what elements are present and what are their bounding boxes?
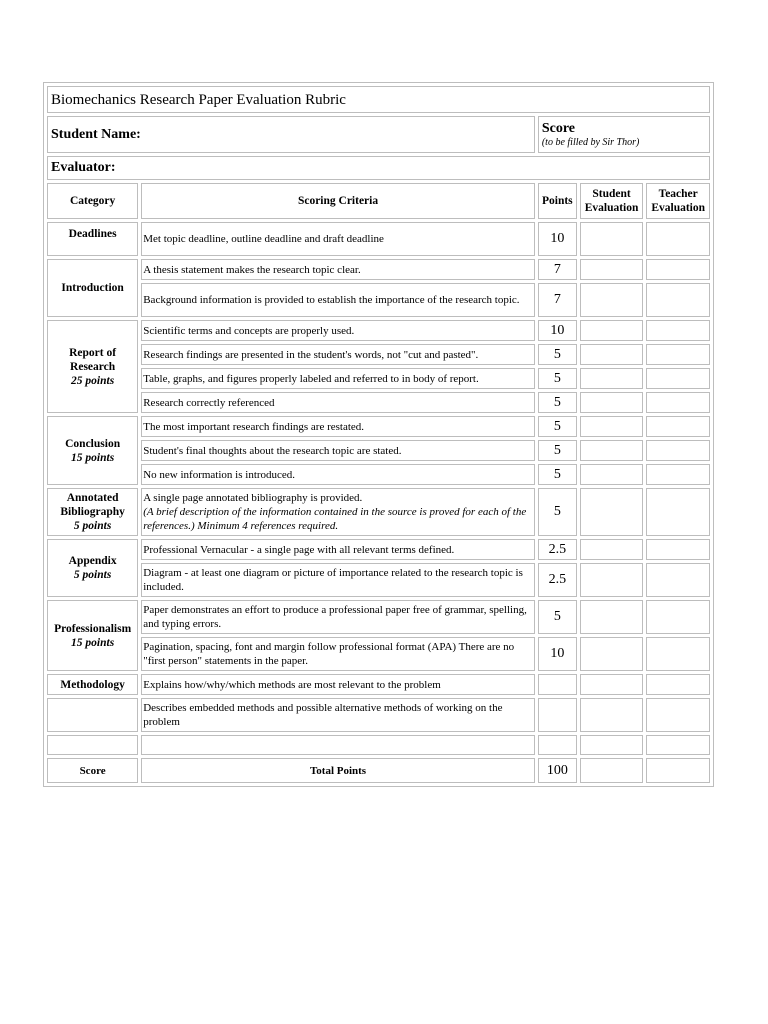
student-evaluation-cell[interactable] bbox=[580, 600, 644, 634]
points-cell: 5 bbox=[538, 464, 577, 485]
category-cell bbox=[47, 488, 138, 536]
header-criteria: Scoring Criteria bbox=[141, 183, 535, 219]
points-cell: 10 bbox=[538, 637, 577, 671]
teacher-evaluation-cell[interactable] bbox=[646, 283, 710, 317]
student-evaluation-cell[interactable] bbox=[580, 674, 644, 695]
points-cell: 10 bbox=[538, 222, 577, 256]
category-name: Annotated Bibliography bbox=[60, 492, 125, 518]
points-cell: 2.5 bbox=[538, 563, 577, 597]
score-label: Score bbox=[541, 120, 576, 136]
points-cell: 7 bbox=[538, 259, 577, 280]
category-cell bbox=[47, 539, 138, 597]
teacher-evaluation-cell[interactable] bbox=[646, 563, 710, 597]
criteria-text: Background information is provided to establish the importance of the research topic. bbox=[143, 294, 520, 306]
criteria-row bbox=[47, 539, 710, 560]
category-points: 5 points bbox=[73, 520, 112, 532]
student-evaluation-cell[interactable] bbox=[580, 416, 644, 437]
criteria-row bbox=[47, 259, 710, 280]
criteria-text: Diagram - at least one diagram or picture of importance related to the research topic is included. bbox=[143, 567, 523, 593]
header-category: Category bbox=[47, 183, 138, 219]
points-cell: 5 bbox=[538, 488, 577, 536]
criteria-cell bbox=[141, 368, 535, 389]
criteria-text: Student's final thoughts about the research topic are stated. bbox=[143, 444, 402, 457]
score-note: (to be filled by Sir Thor) bbox=[541, 136, 640, 148]
criteria-row bbox=[47, 368, 710, 389]
criteria-cell bbox=[141, 283, 535, 317]
points-cell: 5 bbox=[538, 368, 577, 389]
student-evaluation-cell[interactable] bbox=[580, 440, 644, 461]
criteria-row bbox=[47, 344, 710, 365]
criteria-text: Met topic deadline, outline deadline and draft deadline bbox=[143, 233, 384, 245]
criteria-note: (A brief description of the information contained in the source is proved for each of the references.) Minimum 4 references required. bbox=[143, 506, 527, 532]
header-points: Points bbox=[538, 183, 577, 219]
criteria-text: Table, graphs, and figures properly labeled and referred to in body of report. bbox=[143, 372, 479, 385]
category-cell bbox=[47, 698, 138, 732]
criteria-cell bbox=[141, 637, 535, 671]
rubric-title: Biomechanics Research Paper Evaluation Rubric bbox=[47, 86, 710, 113]
teacher-evaluation-cell[interactable] bbox=[646, 464, 710, 485]
teacher-evaluation-cell[interactable] bbox=[646, 698, 710, 732]
header-teacher-evaluation: Teacher Evaluation bbox=[646, 183, 710, 219]
category-name: Methodology bbox=[60, 678, 125, 691]
criteria-cell bbox=[141, 539, 535, 560]
criteria-cell bbox=[141, 259, 535, 280]
teacher-evaluation-cell[interactable] bbox=[646, 735, 710, 755]
criteria-text: The most important research findings are restated. bbox=[143, 420, 365, 433]
category-name: Appendix bbox=[68, 555, 117, 567]
points-cell: 2.5 bbox=[538, 539, 577, 560]
title-row bbox=[47, 86, 710, 113]
criteria-cell bbox=[141, 698, 535, 732]
student-evaluation-cell[interactable] bbox=[580, 283, 644, 317]
evaluator-row bbox=[47, 156, 710, 180]
criteria-cell bbox=[141, 674, 535, 695]
student-evaluation-cell[interactable] bbox=[580, 464, 644, 485]
category-cell bbox=[47, 600, 138, 671]
criteria-text: Professional Vernacular - a single page with all relevant terms defined. bbox=[143, 543, 455, 556]
total-score-label: Score bbox=[47, 758, 138, 783]
criteria-row bbox=[47, 600, 710, 634]
criteria-row bbox=[47, 637, 710, 671]
score-header-cell bbox=[538, 116, 710, 153]
student-row bbox=[47, 116, 710, 153]
points-cell: 5 bbox=[538, 440, 577, 461]
student-evaluation-cell[interactable] bbox=[580, 320, 644, 341]
category-points: 15 points bbox=[71, 451, 115, 464]
criteria-row bbox=[47, 416, 710, 437]
student-evaluation-cell[interactable] bbox=[580, 698, 644, 732]
points-cell: 7 bbox=[538, 283, 577, 317]
criteria-cell bbox=[141, 464, 535, 485]
evaluator-label: Evaluator: bbox=[47, 156, 710, 180]
criteria-cell bbox=[141, 600, 535, 634]
criteria-text: Paper demonstrates an effort to produce a professional paper free of grammar, spelling, and typing errors. bbox=[143, 604, 527, 630]
header-row bbox=[47, 183, 710, 219]
criteria-row bbox=[47, 674, 710, 695]
student-evaluation-cell[interactable] bbox=[580, 488, 644, 536]
criteria-cell bbox=[141, 222, 535, 256]
points-cell: 5 bbox=[538, 600, 577, 634]
criteria-cell bbox=[141, 392, 535, 413]
student-evaluation-cell[interactable] bbox=[580, 539, 644, 560]
criteria-text: Research findings are presented in the student's words, not "cut and pasted". bbox=[143, 348, 479, 361]
category-cell bbox=[47, 320, 138, 413]
category-name: Deadlines bbox=[68, 228, 117, 240]
criteria-row bbox=[47, 222, 710, 256]
criteria-row bbox=[47, 320, 710, 341]
header-student-evaluation: Student Evaluation bbox=[580, 183, 644, 219]
criteria-text: Scientific terms and concepts are properly used. bbox=[143, 324, 355, 337]
criteria-cell bbox=[141, 440, 535, 461]
points-cell: 5 bbox=[538, 416, 577, 437]
teacher-evaluation-cell[interactable] bbox=[646, 674, 710, 695]
category-name: Professionalism bbox=[54, 622, 132, 635]
criteria-row bbox=[47, 698, 710, 732]
points-cell: 5 bbox=[538, 392, 577, 413]
points-cell: 5 bbox=[538, 344, 577, 365]
criteria-row bbox=[47, 563, 710, 597]
category-points: 15 points bbox=[71, 636, 115, 649]
rubric-table bbox=[43, 82, 714, 787]
criteria-cell bbox=[141, 416, 535, 437]
category-points: 25 points bbox=[71, 374, 115, 387]
criteria-text: Research correctly referenced bbox=[143, 396, 275, 409]
criteria-row bbox=[47, 440, 710, 461]
teacher-evaluation-cell[interactable] bbox=[646, 259, 710, 280]
student-evaluation-cell[interactable] bbox=[580, 637, 644, 671]
total-points-label: Total Points bbox=[141, 758, 535, 783]
category-points: 5 points bbox=[73, 569, 112, 581]
category-name: Conclusion bbox=[65, 437, 121, 450]
student-evaluation-cell[interactable] bbox=[580, 563, 644, 597]
criteria-row bbox=[47, 488, 710, 536]
teacher-evaluation-cell[interactable] bbox=[646, 416, 710, 437]
category-cell bbox=[47, 674, 138, 695]
teacher-evaluation-cell[interactable] bbox=[646, 392, 710, 413]
criteria-text: Explains how/why/which methods are most relevant to the problem bbox=[143, 678, 441, 691]
points-cell bbox=[538, 735, 577, 755]
student-evaluation-cell[interactable] bbox=[580, 344, 644, 365]
points-cell bbox=[538, 674, 577, 695]
student-evaluation-cell[interactable] bbox=[580, 259, 644, 280]
criteria-row bbox=[47, 464, 710, 485]
category-name: Introduction bbox=[61, 282, 124, 294]
criteria-text: A thesis statement makes the research topic clear. bbox=[143, 263, 361, 276]
criteria-text: Pagination, spacing, font and margin follow professional format (APA) There are no "first person" statements in the paper. bbox=[143, 641, 515, 667]
teacher-evaluation-cell[interactable] bbox=[646, 488, 710, 536]
teacher-evaluation-cell[interactable] bbox=[646, 344, 710, 365]
student-name-label: Student Name: bbox=[47, 116, 535, 153]
points-cell: 10 bbox=[538, 320, 577, 341]
teacher-evaluation-cell[interactable] bbox=[646, 539, 710, 560]
criteria-cell bbox=[141, 563, 535, 597]
student-evaluation-cell[interactable] bbox=[580, 222, 644, 256]
criteria-row bbox=[47, 392, 710, 413]
student-evaluation-cell[interactable] bbox=[580, 392, 644, 413]
teacher-evaluation-cell[interactable] bbox=[646, 637, 710, 671]
category-cell bbox=[47, 259, 138, 317]
criteria-cell bbox=[141, 488, 535, 536]
student-evaluation-cell[interactable] bbox=[580, 368, 644, 389]
total-row bbox=[47, 758, 710, 783]
criteria-row bbox=[47, 735, 710, 755]
category-cell bbox=[47, 735, 138, 755]
total-student-evaluation-cell[interactable] bbox=[580, 758, 644, 783]
criteria-text: Describes embedded methods and possible alternative methods of working on the problem bbox=[143, 702, 503, 728]
teacher-evaluation-cell[interactable] bbox=[646, 222, 710, 256]
teacher-evaluation-cell[interactable] bbox=[646, 440, 710, 461]
teacher-evaluation-cell[interactable] bbox=[646, 320, 710, 341]
criteria-cell bbox=[141, 344, 535, 365]
criteria-text: A single page annotated bibliography is provided. bbox=[143, 492, 363, 504]
teacher-evaluation-cell[interactable] bbox=[646, 600, 710, 634]
criteria-text: No new information is introduced. bbox=[143, 468, 296, 481]
teacher-evaluation-cell[interactable] bbox=[646, 368, 710, 389]
student-evaluation-cell[interactable] bbox=[580, 735, 644, 755]
points-cell bbox=[538, 698, 577, 732]
category-cell bbox=[47, 222, 138, 256]
criteria-cell bbox=[141, 735, 535, 755]
category-name: Report of Research bbox=[69, 346, 117, 373]
total-teacher-evaluation-cell[interactable] bbox=[646, 758, 710, 783]
category-cell bbox=[47, 416, 138, 485]
total-points-value: 100 bbox=[538, 758, 577, 783]
criteria-row bbox=[47, 283, 710, 317]
criteria-cell bbox=[141, 320, 535, 341]
